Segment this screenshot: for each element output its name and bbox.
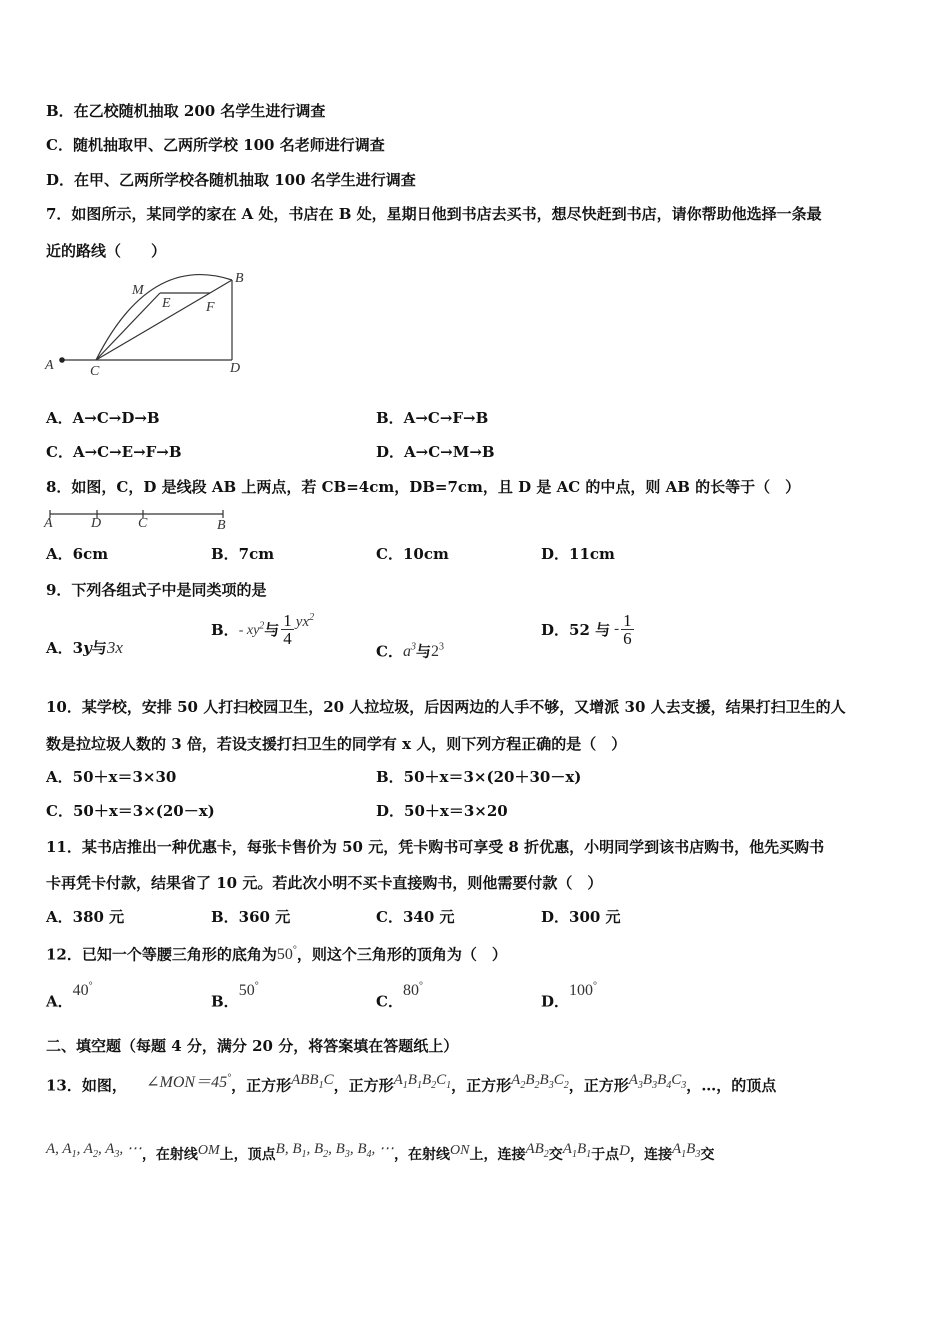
q7-option-c: C．A→C→E→F→B: [46, 443, 182, 461]
q8-label-a: A: [44, 516, 53, 531]
q8-option-a: A．6cm: [46, 545, 109, 563]
q8-stem: 8．如图，C，D 是线段 AB 上两点，若 CB=4cm，DB=7cm，且 D 是 AC 的中点，则 AB 的长等于（ ）: [46, 478, 801, 496]
q11-stem-line2: 卡再凭卡付款，结果省了 10 元。若此次小明不买卡直接购书，则他需要付款（ ）: [46, 874, 603, 892]
q10-stem-line1: 10．某学校，安排 50 人打扫校园卫生，20 人拉垃圾，后因两边的人手不够，又增派 30 人去支援，结果打扫卫生的人: [46, 698, 846, 716]
q7-label-b: B: [235, 271, 244, 286]
q9-option-a: A．3y与3x: [46, 638, 123, 657]
q8-label-c: C: [138, 516, 148, 531]
q7-label-e: E: [162, 296, 171, 311]
q7-option-a: A．A→C→D→B: [46, 409, 160, 427]
q7-route-figure: [40, 268, 260, 383]
section2-heading: 二、填空题（每题 4 分，满分 20 分，将答案填在答题纸上）: [46, 1037, 459, 1055]
q6-option-c: C．随机抽取甲、乙两所学校 100 名老师进行调查: [46, 136, 385, 154]
q12-option-c: C．80°: [376, 981, 423, 1011]
q7-option-b: B．A→C→F→B: [376, 409, 489, 427]
q10-option-d: D．50＋x＝3×20: [376, 802, 508, 820]
q9-stem: 9．下列各组式子中是同类项的是: [46, 581, 267, 599]
q11-option-b: B．360 元: [211, 908, 291, 926]
q7-label-d: D: [230, 361, 241, 376]
q6-option-b: B．在乙校随机抽取 200 名学生进行调查: [46, 102, 326, 120]
q11-option-c: C．340 元: [376, 908, 455, 926]
q7-label-c: C: [90, 364, 100, 379]
q7-label-m: M: [132, 283, 144, 298]
q8-segment-figure: [40, 506, 240, 532]
q7-label-f: F: [206, 300, 215, 315]
q10-stem-line2: 数是拉垃圾人数的 3 倍，若设支援打扫卫生的同学有 x 人，则下列方程正确的是（ ）: [46, 735, 627, 753]
q12-option-a: A．40°: [46, 981, 93, 1011]
q12-stem: 12．已知一个等腰三角形的底角为50°，则这个三角形的顶角为（ ）: [46, 945, 507, 964]
q8-option-d: D．11cm: [541, 545, 615, 563]
q6-option-d: D．在甲、乙两所学校各随机抽取 100 名学生进行调查: [46, 171, 416, 189]
q11-stem-line1: 11．某书店推出一种优惠卡，每张卡售价为 50 元，凭卡购书可享受 8 折优惠，小明同学到该书店购书，他先买购书: [46, 838, 825, 856]
q7-label-a: A: [45, 358, 54, 373]
q8-option-c: C．10cm: [376, 545, 449, 563]
q12-option-b: B．50°: [211, 981, 259, 1011]
q9-option-d: D．52 与 - $\frac{1}{6}$: [541, 611, 632, 648]
q9-option-b: B．- $xy^2$与 $\frac{1}{4}$ $yx^2$: [211, 611, 315, 648]
q8-label-d: D: [91, 516, 102, 531]
q10-option-c: C．50＋x＝3×(20－x): [46, 802, 215, 820]
q11-option-d: D．300 元: [541, 908, 621, 926]
q7-option-d: D．A→C→M→B: [376, 443, 495, 461]
q8-label-b: B: [217, 518, 226, 532]
q10-option-a: A．50＋x＝3×30: [46, 768, 177, 786]
q11-option-a: A．380 元: [46, 908, 125, 926]
q10-option-b: B．50＋x＝3×(20＋30－x): [376, 768, 582, 786]
q7-stem-line2: 近的路线（ ）: [46, 242, 167, 260]
q7-stem-line1: 7．如图所示，某同学的家在 A 处，书店在 B 处，星期日他到书店去买书，想尽快赶到书店，请你帮助他选择一条最: [46, 205, 822, 223]
q12-option-d: D．100°: [541, 981, 598, 1011]
q9-option-c: C．$a^3$与$2^3$: [376, 642, 444, 661]
q13-line1: 13．如图， ∠MON＝45°，正方形$ABB_1C$，正方形$A_1B_1B_2C_1$，正方形$A_2B_2B_3C_2$，正方形$A_3B_3B_4C_3$，…，的顶点: [46, 1072, 777, 1095]
q8-option-b: B．7cm: [211, 545, 275, 563]
q13-line2: A, $A_1$, $A_2$, $A_3$, ⋯，在射线OM上，顶点B, $B_1$, $B_2$, $B_3$, $B_4$, ⋯，在射线ON上，连接$AB_2$交$A_1B_1$于点D，连接$A_1B_3$交: [46, 1141, 715, 1163]
